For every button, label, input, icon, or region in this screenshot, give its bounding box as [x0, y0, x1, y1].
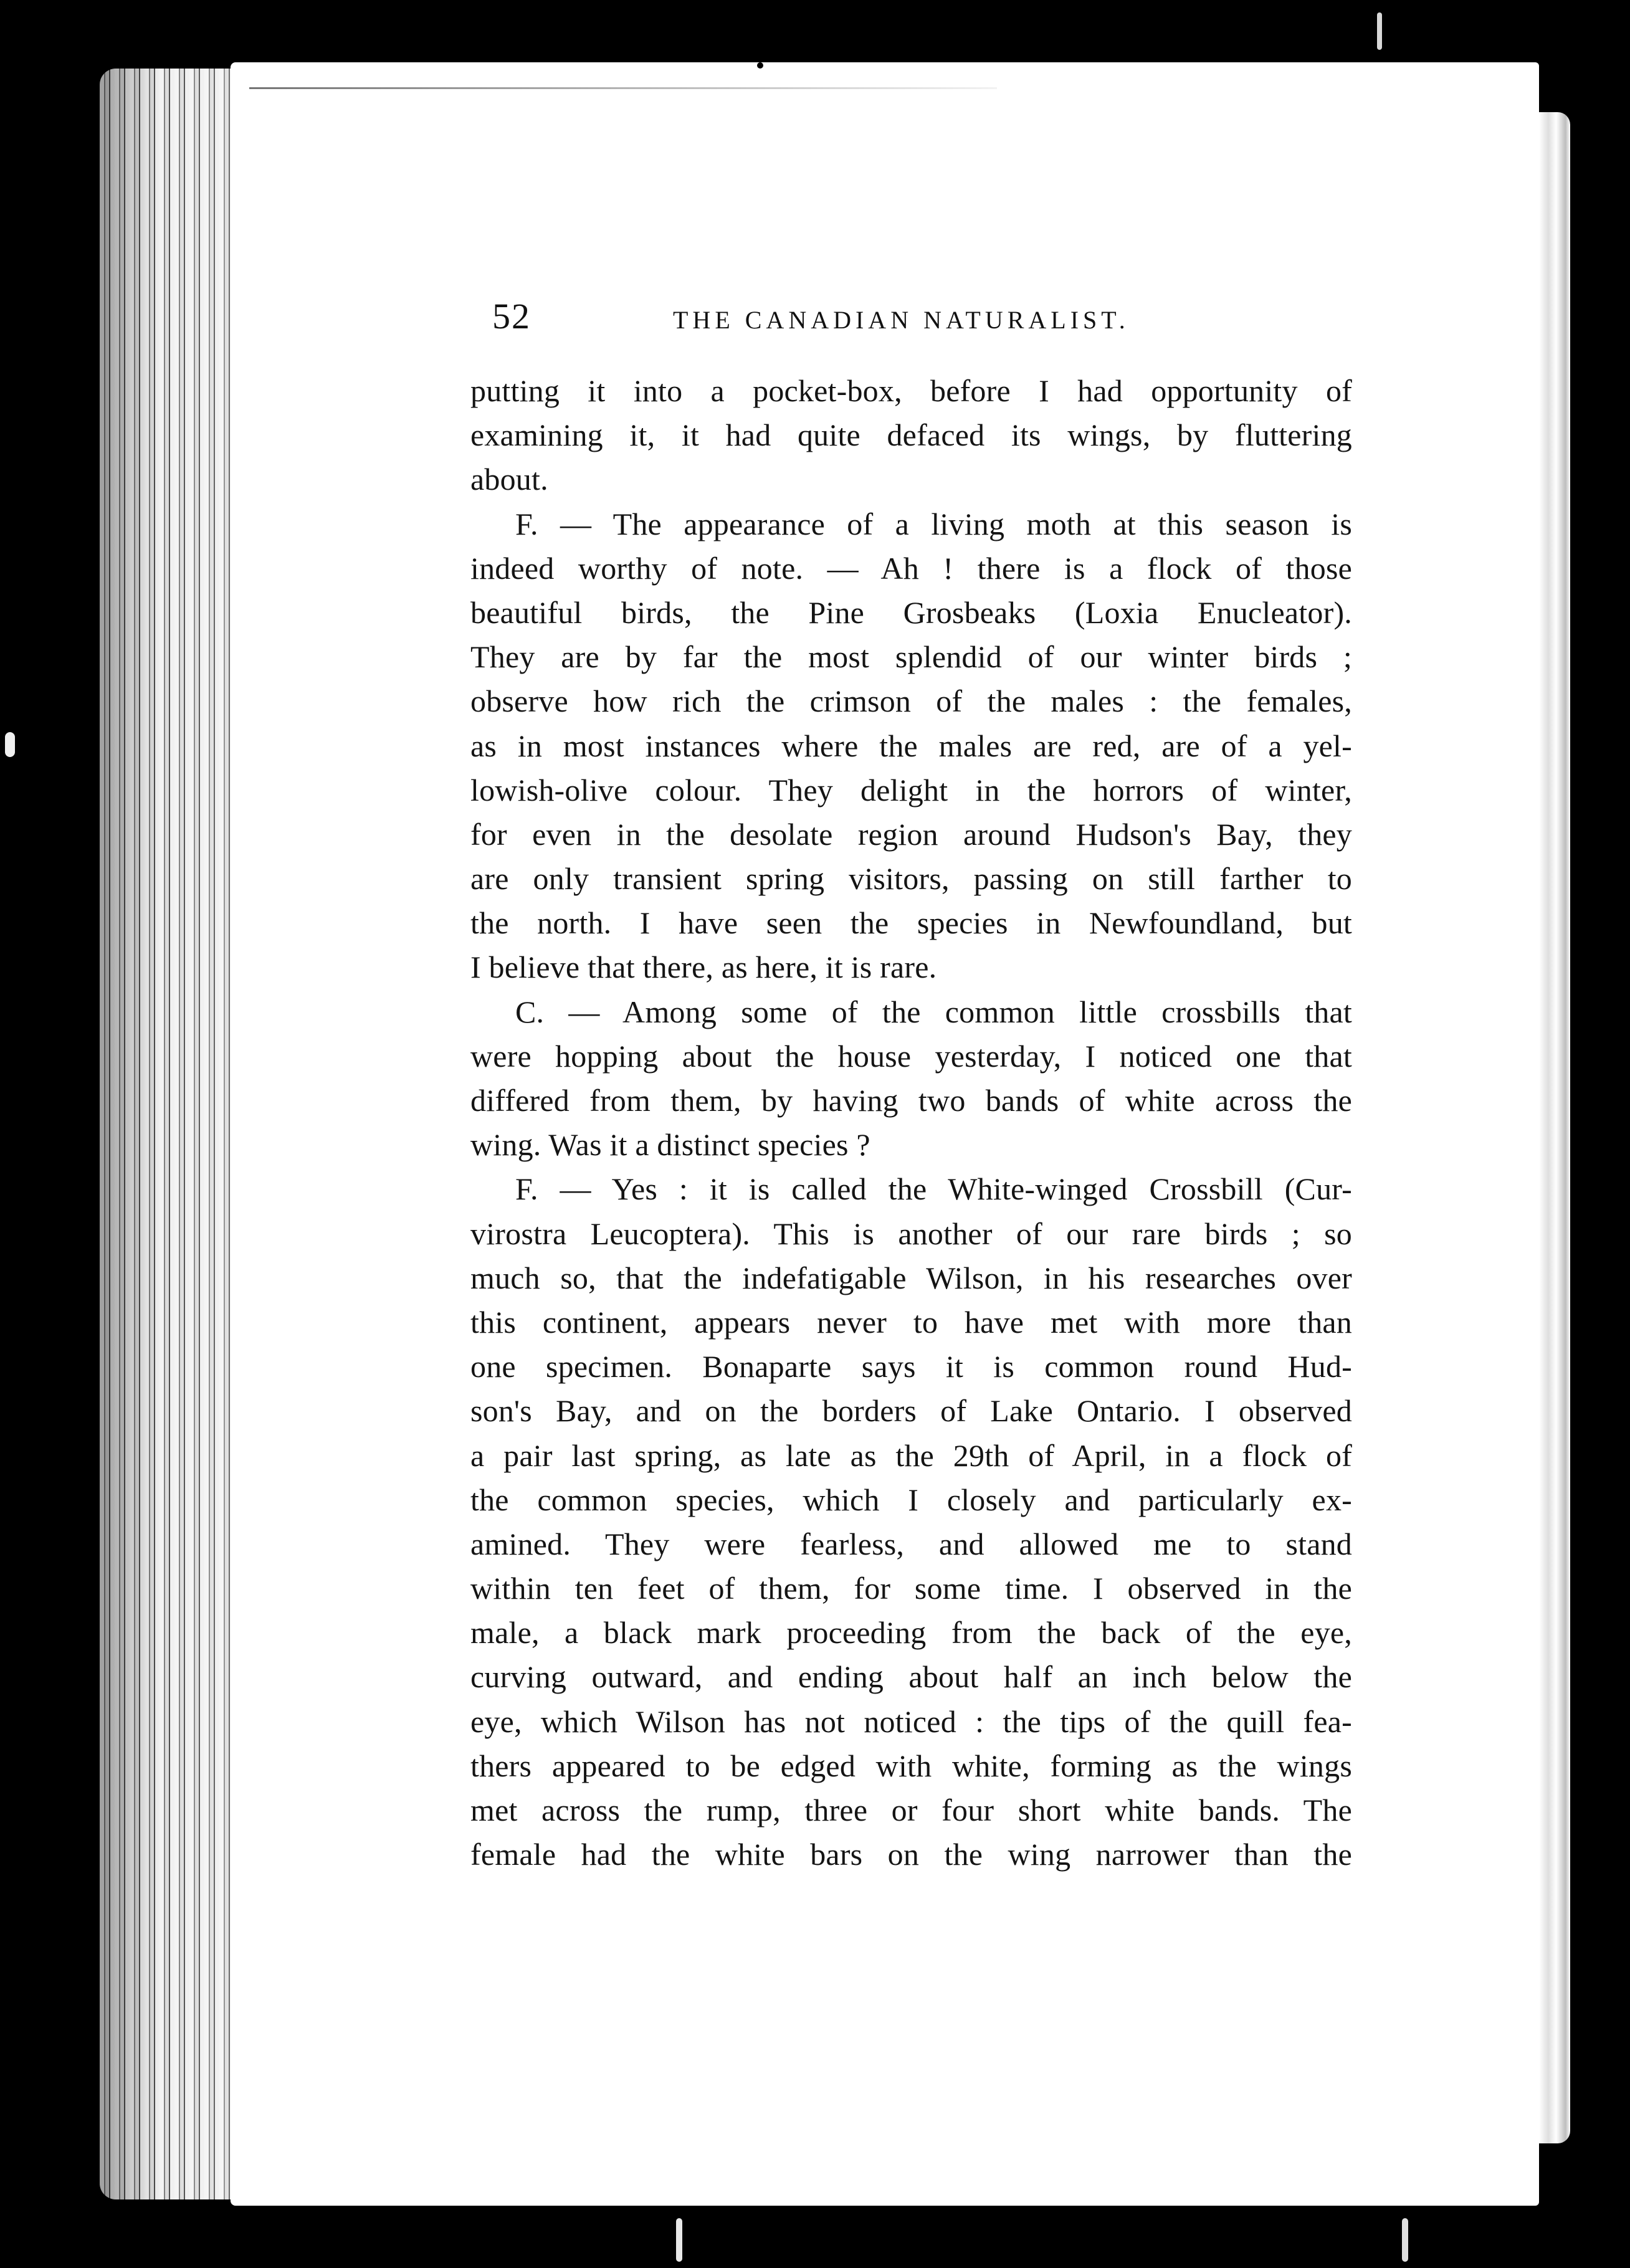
right-page-edge [1539, 112, 1570, 2143]
text-line: curving outward, and ending about half an inch below the [470, 1659, 1352, 1695]
text-line: met across the rump, three or four short white bands. The [470, 1793, 1352, 1827]
text-line: differed from them, by having two bands of white across the [470, 1083, 1352, 1118]
text-line: eye, which Wilson has not noticed : the tips of the quill fea- [470, 1703, 1352, 1739]
text-line: were hopping about the house yesterday, I noticed one that [470, 1038, 1352, 1074]
text-line: are only transient spring visitors, passing on still farther to [470, 861, 1352, 897]
text-line: beautiful birds, the Pine Grosbeaks (Loxia Enucleator). [470, 594, 1352, 630]
text-line: a pair last spring, as late as the 29th of April, in a flock of [470, 1437, 1352, 1473]
text-line: much so, that the indefatigable Wilson, in his researches over [470, 1260, 1352, 1295]
text-line: as in most instances where the males are red, are of a yel- [470, 728, 1352, 763]
text-line: F. — The appearance of a living moth at this season is [515, 506, 1352, 541]
gutter-shadow [100, 69, 249, 2199]
text-line: thers appeared to be edged with white, forming as the wings [470, 1748, 1352, 1783]
text-line: this continent, appears never to have met with more than [470, 1304, 1352, 1340]
text-line: within ten feet of them, for some time. I observed in the [470, 1571, 1352, 1606]
dust-speck [757, 62, 763, 69]
text-line: female had the white bars on the wing narrower than the [470, 1837, 1352, 1872]
text-line: observe how rich the crimson of the males : the females, [470, 684, 1352, 719]
dust-speck [676, 2218, 682, 2262]
text-line: male, a black mark proceeding from the back of the eye, [470, 1615, 1352, 1651]
text-line: the north. I have seen the species in Newfoundland, but [470, 905, 1352, 941]
text-line: examining it, it had quite defaced its wings, by fluttering [470, 417, 1352, 453]
text-line: I believe that there, as here, it is rare. [470, 950, 937, 985]
text-line: about. [470, 462, 548, 497]
text-line: They are by far the most splendid of our winter birds ; [470, 639, 1352, 675]
text-line: amined. They were fearless, and allowed me to stand [470, 1526, 1352, 1561]
body-text [470, 369, 1352, 1877]
text-line: C. — Among some of the common little crossbills that [515, 994, 1352, 1029]
text-line: F. — Yes : it is called the White-winged Crossbill (Cur- [515, 1171, 1352, 1207]
text-line: virostra Leucoptera). This is another of our rare birds ; so [470, 1216, 1352, 1251]
page-number: 52 [492, 296, 531, 336]
dust-speck [1377, 12, 1382, 50]
text-line: lowish-olive colour. They delight in the horrors of winter, [470, 772, 1352, 808]
text-line: indeed worthy of note. — Ah ! there is a flock of those [470, 550, 1352, 586]
text-line: son's Bay, and on the borders of Lake Ontario. I observed [470, 1393, 1352, 1429]
text-line: wing. Was it a distinct species ? [470, 1127, 870, 1163]
text-line: the common species, which I closely and particularly ex- [470, 1482, 1352, 1517]
dust-speck [1402, 2218, 1408, 2262]
dust-speck [5, 732, 15, 757]
text-line: one specimen. Bonaparte says it is common round Hud- [470, 1349, 1352, 1384]
running-head [492, 293, 1196, 343]
text-line: putting it into a pocket-box, before I had opportunity of [470, 373, 1352, 408]
text-line: for even in the desolate region around Hudson's Bay, they [470, 816, 1352, 852]
running-title: THE CANADIAN NATURALIST. [673, 306, 1130, 334]
top-page-crease [249, 87, 997, 89]
